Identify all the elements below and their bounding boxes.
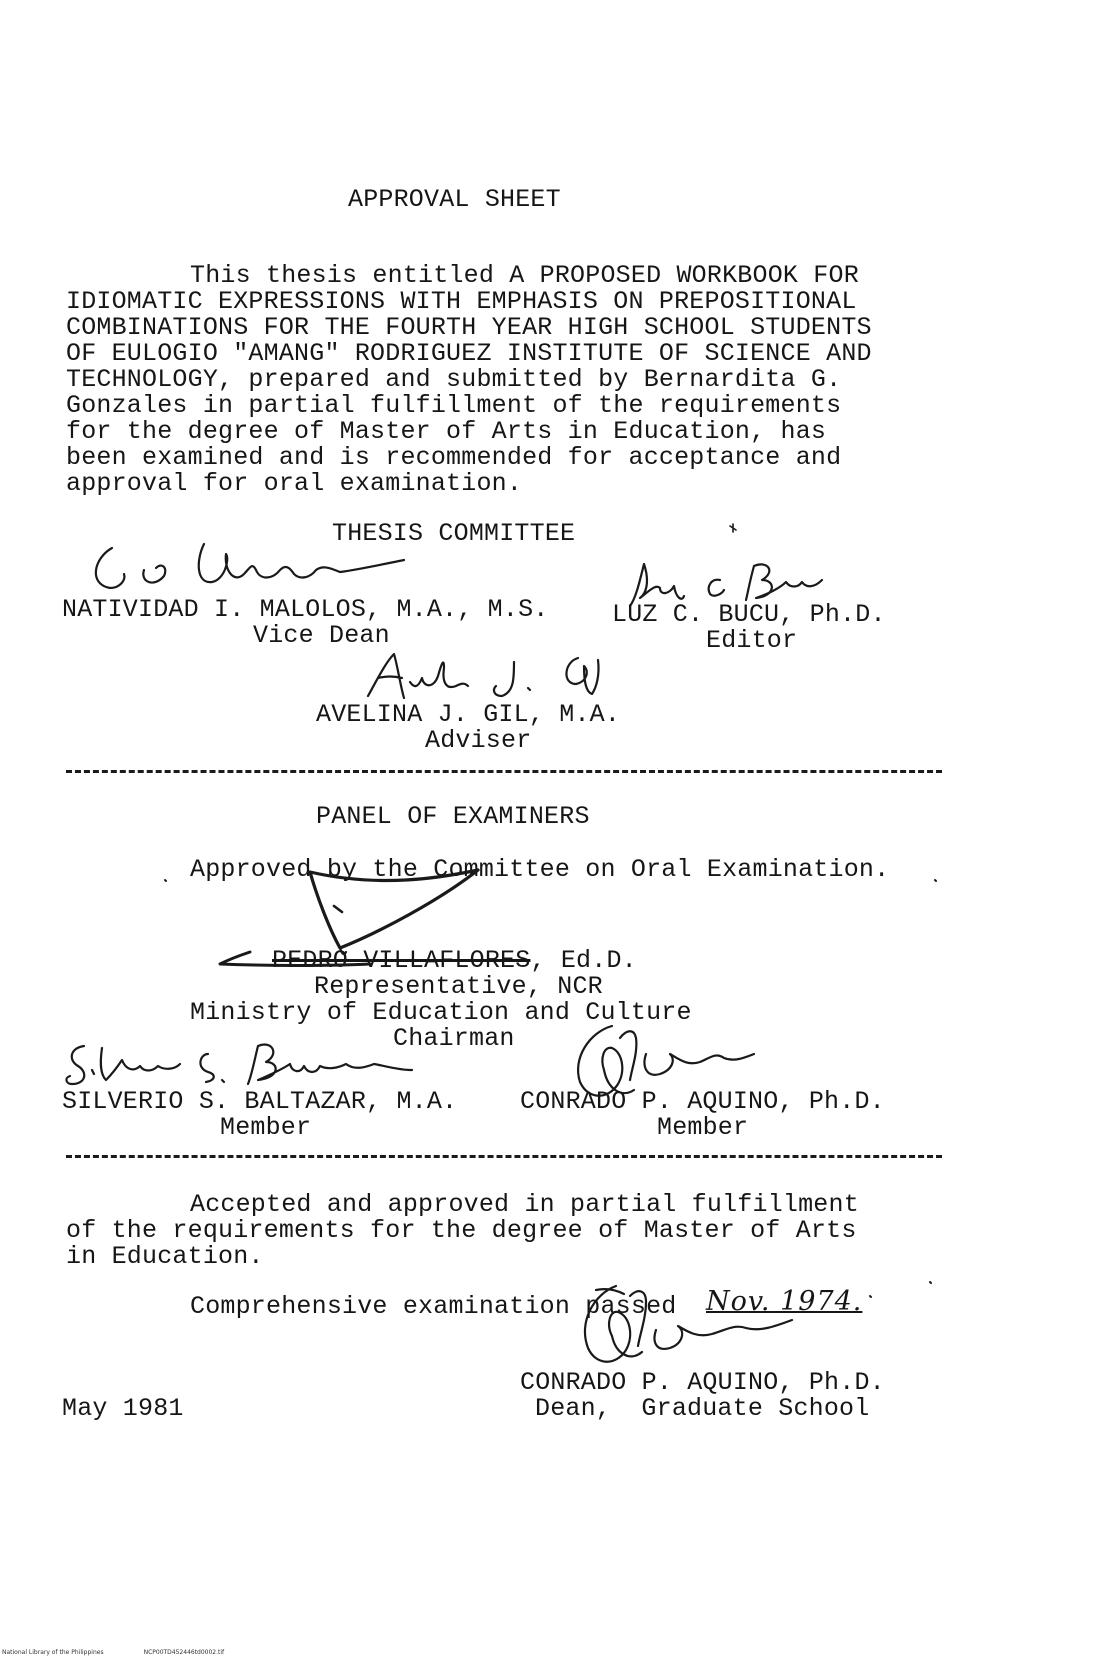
member2-role: Member [657,1113,749,1142]
chairman-name-struck: PEDRO VILLAFLORES [272,946,531,975]
footer-left: National Library of the Philippines [2,1649,104,1656]
member1-name: SILVERIO S. BALTAZAR, M.A. [62,1087,458,1116]
page-title: APPROVAL SHEET [348,185,561,214]
intro-paragraph: This thesis entitled A PROPOSED WORKBOOK FOR IDIOMATIC EXPRESSIONS WITH EMPHASIS ON PREPOSITIONAL COMBINATIONS FOR THE FOURTH YEAR HIGH SCHOOL STUDENTS OF EULOGIO "AMANG" RODRIGUEZ INSTITUTE OF SCIENCE AND TECHNOLOGY, prepared and submitted by Bernardita G. Gonzales in partial fulfillment of the requirements for the degree of Master of Arts in Education, has been examined and is recommended for acceptance and approval for oral examination. [66,261,872,498]
chairman-role: Chairman [393,1024,515,1053]
panel-heading: PANEL OF EXAMINERS [316,802,590,831]
committee-editor-name: LUZ C. BUCU, Ph.D. [612,600,886,629]
chairman-line1: Representative, NCR [314,972,603,1001]
thesis-committee-heading: THESIS COMMITTEE [332,519,576,548]
footer-right: NCP00TD452446td0002.tif [143,1649,225,1656]
panel-approval-line: Approved by the Committee on Oral Examination. [190,855,890,884]
scan-footer [2,1649,264,1656]
document-date: May 1981 [62,1394,184,1423]
member2-name: CONRADO P. AQUINO, Ph.D. [520,1087,885,1116]
committee-vice-dean-name: NATIVIDAD I. MALOLOS, M.A., M.S. [62,595,549,624]
committee-adviser-role: Adviser [425,726,532,755]
dean-name: CONRADO P. AQUINO, Ph.D. [520,1368,885,1397]
member1-role: Member [220,1113,312,1142]
chairman-degree: , Ed.D. [530,946,637,975]
dean-title: Dean, Graduate School [535,1394,870,1423]
comprehensive-exam-date: Nov. 1974. [706,1286,863,1317]
committee-editor-role: Editor [706,626,798,655]
acceptance-paragraph: Accepted and approved in partial fulfillment of the requirements for the degree of Master of Arts in Education. [66,1190,859,1271]
chairman-line2: Ministry of Education and Culture [190,998,692,1027]
comprehensive-exam-label: Comprehensive examination passed [190,1292,677,1321]
committee-vice-dean-role: Vice Dean [253,621,390,650]
committee-adviser-name: AVELINA J. GIL, M.A. [316,700,621,729]
